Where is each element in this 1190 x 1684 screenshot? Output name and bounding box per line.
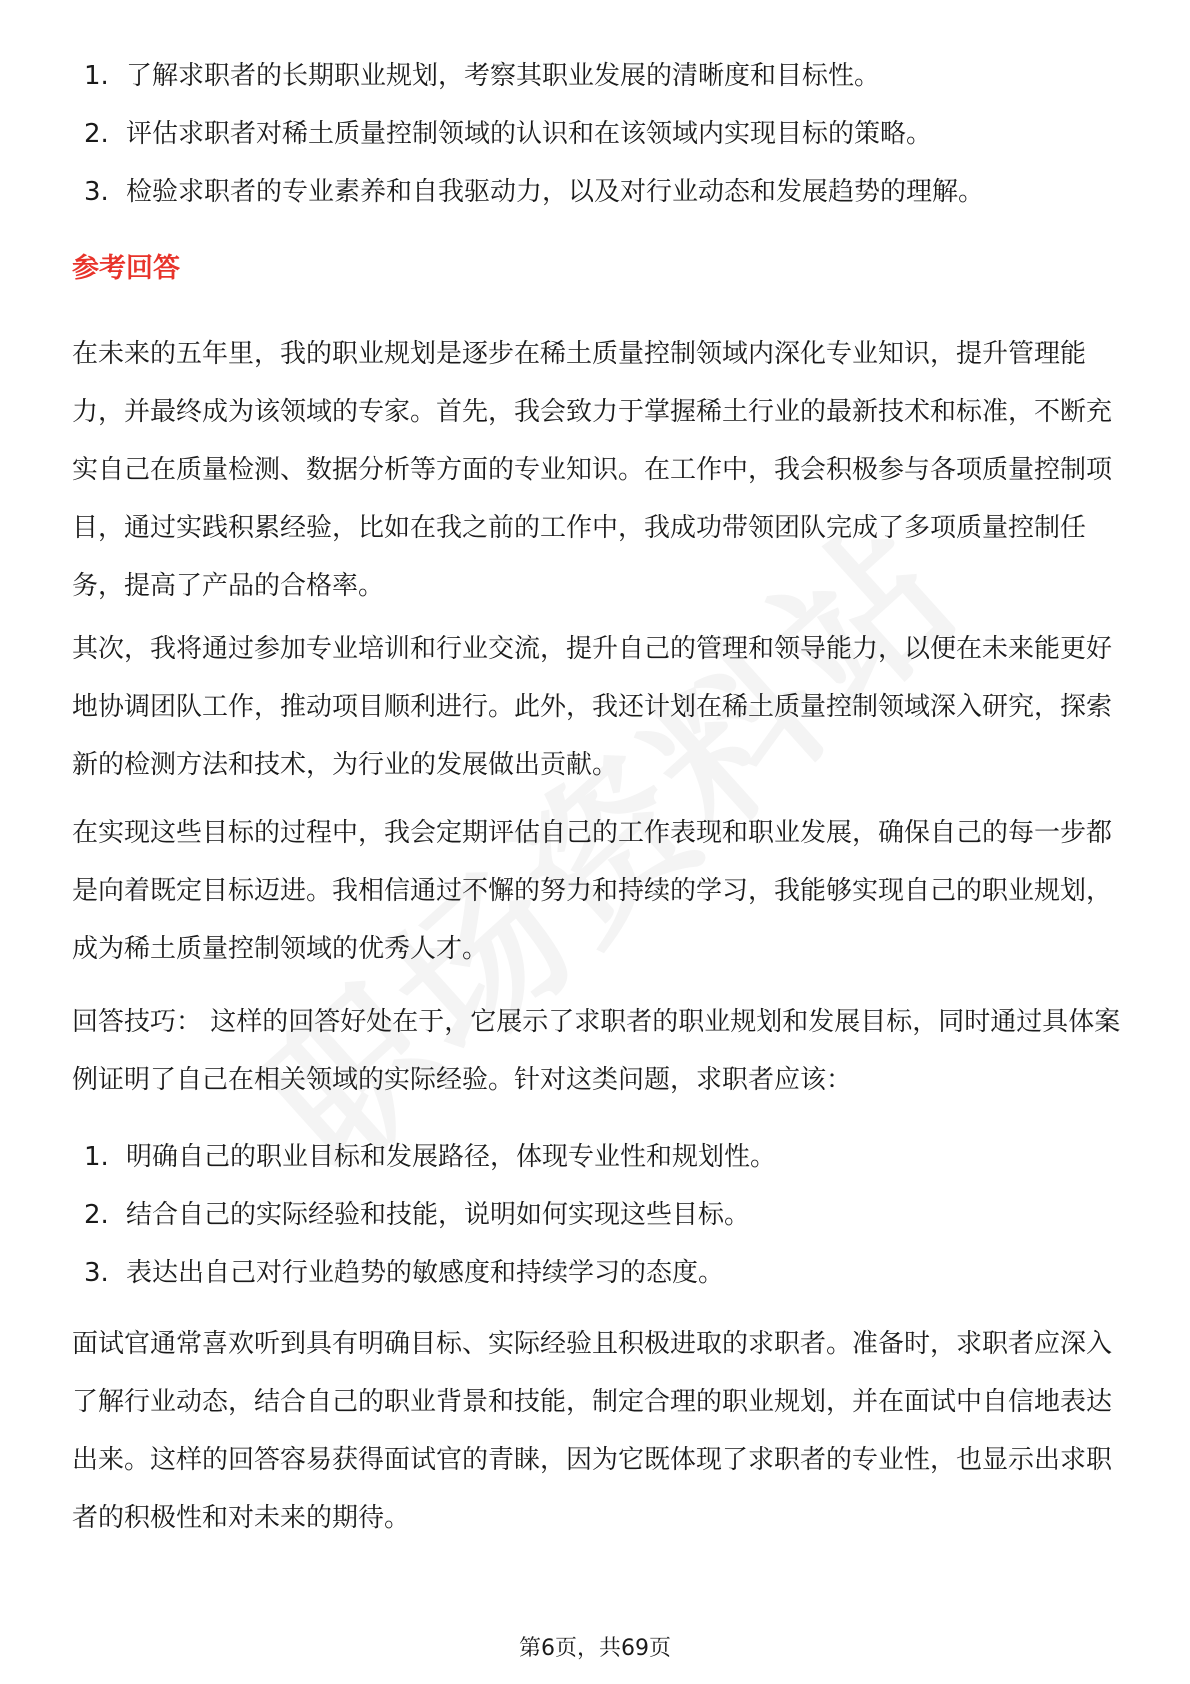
- list-number: 3.: [84, 177, 109, 207]
- list-text: 检验求职者的专业素养和自我驱动力，以及对行业动态和发展趋势的理解。: [126, 177, 985, 207]
- list-number: 1.: [84, 1142, 109, 1172]
- list-item: [84, 163, 1124, 221]
- list-number: 3.: [84, 1258, 109, 1288]
- list-number: 1.: [84, 61, 109, 91]
- page-number: 第6页，共69页: [519, 1636, 671, 1661]
- list-text: 评估求职者对稀土质量控制领域的认识和在该领域内实现目标的策略。: [126, 119, 933, 149]
- tips-paragraph: 回答技巧： 这样的回答好处在于，它展示了求职者的职业规划和发展目标，同时通过具体案例证明了自己在相关领域的实际经验。针对这类问题，求职者应该：: [72, 1007, 1121, 1095]
- list-item: [84, 1128, 1124, 1186]
- objectives-list: [84, 47, 1124, 221]
- list-text: 表达出自己对行业趋势的敏感度和持续学习的态度。: [126, 1258, 725, 1288]
- closing-paragraph: 面试官通常喜欢听到具有明确目标、实际经验且积极进取的求职者。准备时，求职者应深入了解行业动态，结合自己的职业背景和技能，制定合理的职业规划，并在面试中自信地表达出来。这样的回答容易获得面试官的青睐，因为它既体现了求职者的专业性，也显示出求职者的积极性和对未来的期待。: [72, 1329, 1113, 1533]
- list-text: 明确自己的职业目标和发展路径，体现专业性和规划性。: [126, 1142, 777, 1172]
- list-number: 2.: [84, 1200, 109, 1230]
- answer-paragraph-1: 在未来的五年里，我的职业规划是逐步在稀土质量控制领域内深化专业知识，提升管理能力，并最终成为该领域的专家。首先，我会致力于掌握稀土行业的最新技术和标准，不断充实自己在质量检测、数据分析等方面的专业知识。在工作中，我会积极参与各项质量控制项目，通过实践积累经验，比如在我之前的工作中，我成功带领团队完成了多项质量控制任务，提高了产品的合格率。: [72, 339, 1113, 601]
- list-text: 了解求职者的长期职业规划，考察其职业发展的清晰度和目标性。: [126, 61, 881, 91]
- answer-paragraph-3: 在实现这些目标的过程中，我会定期评估自己的工作表现和职业发展，确保自己的每一步都是向着既定目标迈进。我相信通过不懈的努力和持续的学习，我能够实现自己的职业规划，成为稀土质量控制领域的优秀人才。: [72, 818, 1113, 964]
- list-text: 结合自己的实际经验和技能，说明如何实现这些目标。: [126, 1200, 751, 1230]
- tips-list: [84, 1128, 1124, 1302]
- section-heading: 参考回答: [72, 253, 180, 284]
- list-item: [84, 105, 1124, 163]
- list-item: [84, 1244, 1124, 1302]
- answer-paragraph-2: 其次，我将通过参加专业培训和行业交流，提升自己的管理和领导能力，以便在未来能更好地协调团队工作，推动项目顺利进行。此外，我还计划在稀土质量控制领域深入研究，探索新的检测方法和技术，为行业的发展做出贡献。: [72, 634, 1113, 780]
- list-number: 2.: [84, 119, 109, 149]
- list-item: [84, 47, 1124, 105]
- list-item: [84, 1186, 1124, 1244]
